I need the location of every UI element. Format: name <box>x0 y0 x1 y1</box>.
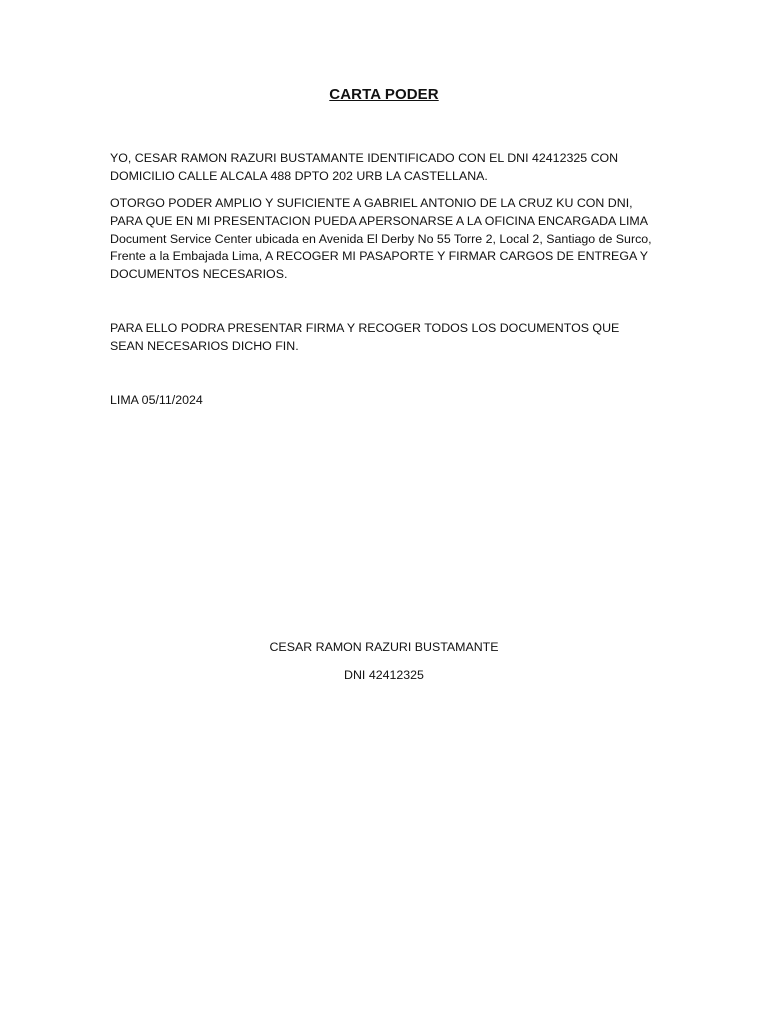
paragraph-grant-of-power: OTORGO PODER AMPLIO Y SUFICIENTE A GABRIEL ANTONIO DE LA CRUZ KU CON DNI, PARA QUE EN MI PRESENTACION PUEDA APERSONARSE A LA OFICINA ENCARGADA LIMA Document Service Center ubicada en Avenida El Derby No 55 Torre 2, Local 2, Santiago de Surco, Frente a la Embajada Lima, A RECOGER MI PASAPORTE Y FIRMAR CARGOS DE ENTREGA Y DOCUMENTOS NECESARIOS. <box>110 196 652 282</box>
place-and-date: LIMA 05/11/2024 <box>110 393 203 407</box>
signature-dni: DNI 42412325 <box>344 668 424 682</box>
signature-name: CESAR RAMON RAZURI BUSTAMANTE <box>269 640 499 654</box>
paragraph-declarant: YO, CESAR RAMON RAZURI BUSTAMANTE IDENTIFICADO CON EL DNI 42412325 CON DOMICILIO CALLE ALCALA 488 DPTO 202 URB LA CASTELLANA. <box>110 151 619 183</box>
document-title: CARTA PODER <box>329 86 439 103</box>
paragraph-scope: PARA ELLO PODRA PRESENTAR FIRMA Y RECOGER TODOS LOS DOCUMENTOS QUE SEAN NECESARIOS DICHO FIN. <box>110 321 620 353</box>
